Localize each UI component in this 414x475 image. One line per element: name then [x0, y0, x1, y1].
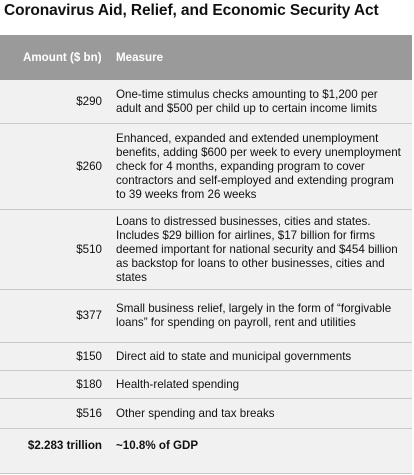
table-total-row — [0, 429, 412, 463]
table-header-row — [0, 35, 412, 80]
table-row — [0, 371, 412, 399]
table-row — [0, 290, 412, 343]
amount-cell: $377 — [76, 309, 102, 322]
amount-column-header: Amount ($ bn) — [23, 50, 102, 64]
amount-cell: $290 — [76, 94, 102, 108]
table-row — [0, 399, 412, 429]
table-row — [0, 80, 412, 124]
total-measure-cell: ~10.8% of GDP — [116, 439, 199, 452]
measure-cell: Health-related spending — [116, 377, 240, 391]
amount-cell: $516 — [76, 406, 102, 420]
measure-column-header: Measure — [116, 50, 164, 64]
table-row — [0, 210, 412, 290]
table-row — [0, 124, 412, 210]
total-amount-cell: $2.283 trillion — [27, 439, 102, 452]
measure-cell: Direct aid to state and municipal governments — [116, 349, 352, 363]
amount-cell: $510 — [76, 242, 102, 256]
measure-cell: One-time stimulus checks amounting to $1,200 per adult and $500 per child up to certain income limits — [116, 87, 378, 115]
page-title: Coronavirus Aid, Relief, and Economic Security Act — [4, 2, 379, 19]
measure-cell: Small business relief, largely in the form of “forgivable loans” for spending on payroll, rent and utilities — [116, 302, 392, 329]
measure-cell: Other spending and tax breaks — [116, 406, 275, 420]
amount-cell: $260 — [76, 159, 102, 173]
measure-cell: Enhanced, expanded and extended unemployment benefits, adding $600 per week to every unemployment check for 4 months, expanding program to cover contractors and self-employed and extending program to 39 weeks from 26 weeks — [116, 131, 401, 201]
cares-act-table — [0, 35, 412, 474]
measure-cell: Loans to distressed businesses, cities and states. Includes $29 billion for airlines, $17 billion for firms deemed important for national security and $454 billion as backstop for loans to other businesses, cities and states — [116, 214, 398, 284]
amount-cell: $150 — [76, 349, 102, 363]
amount-cell: $180 — [76, 377, 102, 391]
table-row — [0, 343, 412, 371]
